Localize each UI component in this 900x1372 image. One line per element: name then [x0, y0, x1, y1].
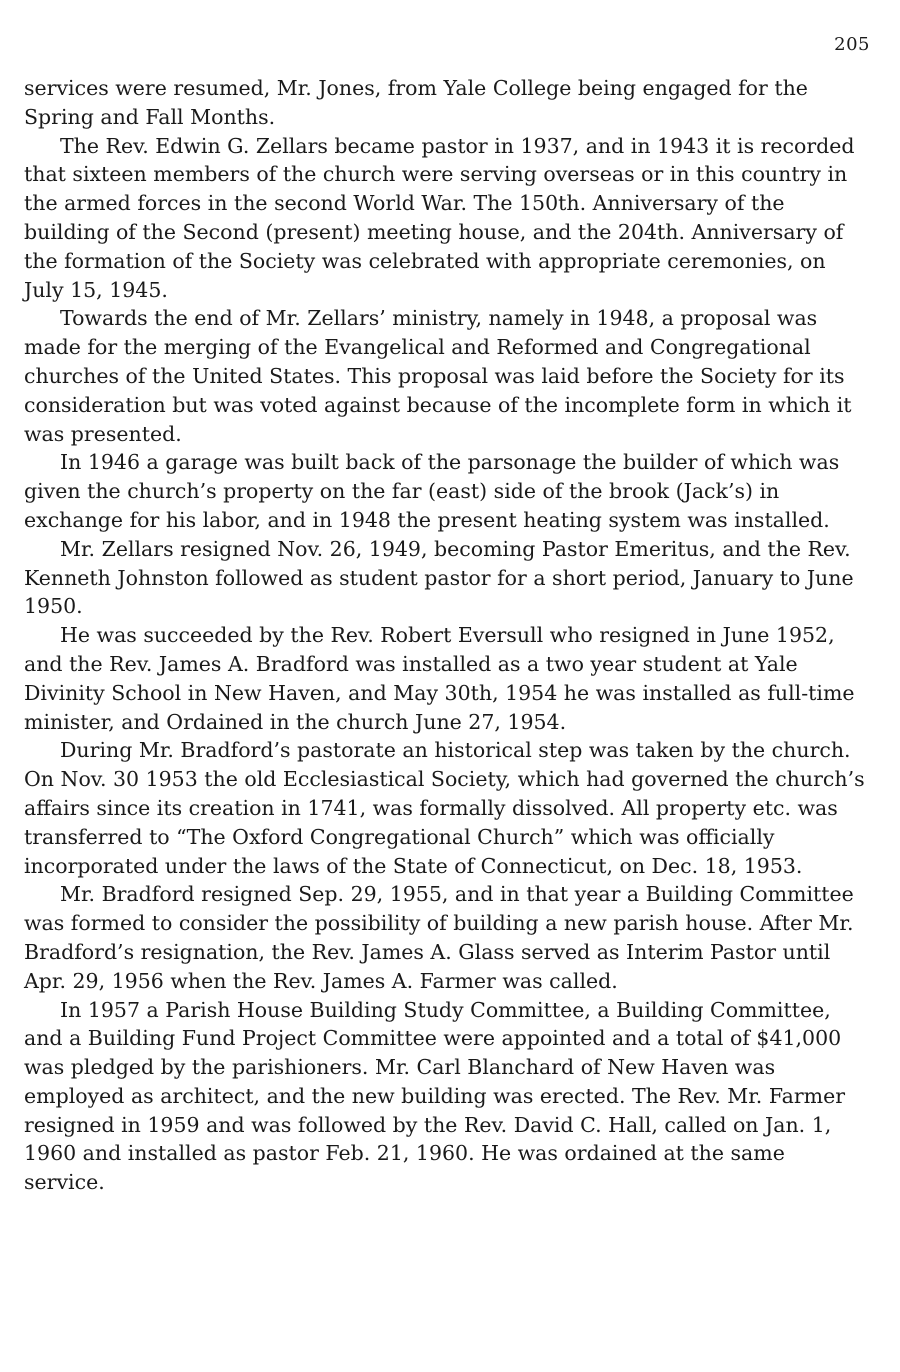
- paragraph-parish-house: In 1957 a Parish House Building Study Committee, a Building Committee, and a Building Fund Project Committee were appointed and a total of $41,000 was pledged by the parishioners. Mr. Carl Blanchard of New Haven was employed as architect, and the new building was erected. The Rev. Mr. Farmer resigned in 1959 and was followed by the Rev. David C. Hall, called on Jan. 1, 1960 and installed as pastor Feb. 21, 1960. He was ordained at the same service.: [24, 997, 846, 1195]
- paragraph-zellars-pastor: The Rev. Edwin G. Zellars became pastor in 1937, and in 1943 it is recorded that sixteen members of the church were serving overseas or in this country in the armed forces in the second World War. The 150th. Anniversary of the building of the Second (present) meeting house, and the 204th. Anniversary of the formation of the Society was celebrated with appropriate ceremonies, on July 15, 1945.: [24, 133, 855, 302]
- paragraph-eversull-bradford: He was succeeded by the Rev. Robert Eversull who resigned in June 1952, and the Rev. James A. Bradford was installed as a two year student at Yale Divinity School in New Haven, and May 30th, 1954 he was installed as full-time minister, and Ordained in the church June 27, 1954.: [24, 623, 855, 734]
- paragraph-garage-heating: In 1946 a garage was built back of the parsonage the builder of which was given the church’s property on the far (east) side of the brook (Jack’s) in exchange for his labor, and in 1948 the present heating system was installed.: [24, 450, 840, 532]
- paragraph-merger-proposal: Towards the end of Mr. Zellars’ ministry, namely in 1948, a proposal was made for the merging of the Evangelical and Reformed and Congregational churches of the United States. This proposal was laid before the Society for its consideration but was voted against because of the incomplete form in which it was presented.: [24, 306, 852, 446]
- page-number: 205: [834, 34, 870, 55]
- paragraph-continuation: services were resumed, Mr. Jones, from Yale College being engaged for the Spring and Fall Months.: [24, 76, 808, 129]
- body-text: [24, 74, 870, 1197]
- paragraph-building-committee: Mr. Bradford resigned Sep. 29, 1955, and in that year a Building Committee was formed to consider the possibility of building a new parish house. After Mr. Bradford’s resignation, the Rev. James A. Glass served as Interim Pastor until Apr. 29, 1956 when the Rev. James A. Farmer was called.: [24, 882, 854, 993]
- paragraph-zellars-resigned: Mr. Zellars resigned Nov. 26, 1949, becoming Pastor Emeritus, and the Rev. Kenneth Johnston followed as student pastor for a short period, January to June 1950.: [24, 536, 854, 619]
- paragraph-society-dissolved: During Mr. Bradford’s pastorate an historical step was taken by the church. On Nov. 30 1953 the old Ecclesiastical Society, which had governed the church’s affairs since its creation in 1741, was formally dissolved. All property etc. was transferred to “The Oxford Congregational Church” which was officially incorporated under the laws of the State of Connecticut, on Dec. 18, 1953.: [24, 738, 865, 878]
